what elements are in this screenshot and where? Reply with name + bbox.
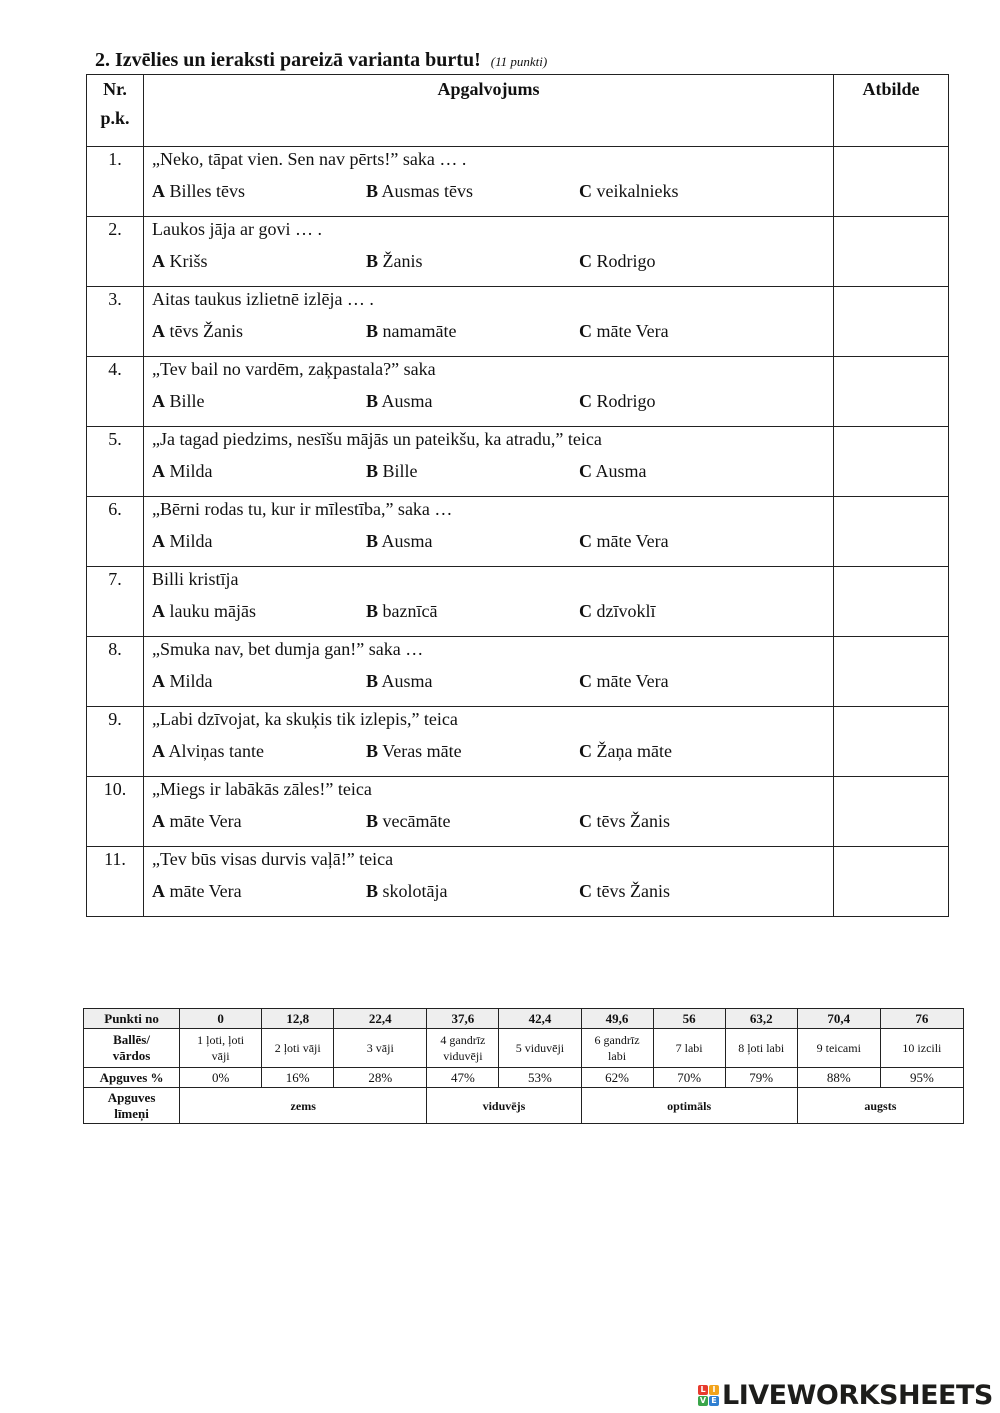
question-cell	[144, 357, 834, 427]
level-cell: optimāls	[581, 1088, 797, 1124]
options	[144, 671, 833, 699]
grade-word	[653, 1029, 725, 1068]
label-grade-line2: vārdos	[112, 1048, 151, 1063]
label-level-line1: Apguves	[107, 1089, 156, 1105]
option-b	[366, 321, 456, 342]
options	[144, 881, 833, 909]
grade-word-line1: 7 labi	[675, 1041, 703, 1055]
grading-table	[83, 1008, 964, 1124]
question-text: „Tev būs visas durvis vaļā!” teica	[152, 849, 394, 869]
grading-grade-row	[84, 1029, 964, 1068]
grade-word-line2: labi	[608, 1049, 627, 1063]
label-percent: Apguves %	[84, 1068, 180, 1088]
logo-icon	[698, 1385, 719, 1406]
option-text: tēvs Žanis	[596, 811, 670, 831]
answer-cell[interactable]	[834, 567, 949, 637]
question-text: „Miegs ir labākās zāles!” teica	[152, 779, 372, 799]
options	[144, 531, 833, 559]
option-b	[366, 881, 448, 902]
question-number: 5.	[87, 427, 144, 497]
liveworksheets-logo[interactable]	[698, 1380, 993, 1411]
option-letter: A	[152, 181, 165, 201]
points-threshold: 22,4	[334, 1009, 427, 1029]
option-text: tēvs Žanis	[596, 881, 670, 901]
question-text: „Bērni rodas tu, kur ir mīlestība,” saka …	[152, 499, 453, 519]
options	[144, 811, 833, 839]
option-text: skolotāja	[382, 881, 448, 901]
option-text: baznīcā	[382, 601, 438, 621]
option-text: Bille	[169, 391, 205, 411]
grade-word-line1: 8 ļoti labi	[738, 1041, 785, 1055]
question-row	[87, 287, 949, 357]
option-text: Veras māte	[382, 741, 462, 761]
question-row	[87, 357, 949, 427]
section-heading	[95, 49, 547, 72]
option-letter: B	[366, 321, 379, 341]
heading-title: 2. Izvēlies un ieraksti pareizā varianta burtu!	[95, 49, 481, 71]
label-grade	[84, 1029, 180, 1068]
option-letter: A	[152, 391, 165, 411]
question-row	[87, 707, 949, 777]
header-nr	[87, 75, 144, 147]
option-letter: C	[579, 601, 592, 621]
option-c	[579, 391, 656, 412]
answer-cell[interactable]	[834, 217, 949, 287]
option-letter: C	[579, 741, 592, 761]
points-threshold: 63,2	[725, 1009, 797, 1029]
question-cell	[144, 777, 834, 847]
label-grade-line1: Ballēs/	[113, 1032, 150, 1047]
percent-value: 70%	[653, 1068, 725, 1088]
option-letter: B	[366, 391, 379, 411]
option-letter: A	[152, 741, 165, 761]
option-letter: A	[152, 881, 165, 901]
answer-cell[interactable]	[834, 357, 949, 427]
grade-word	[581, 1029, 653, 1068]
level-cell: zems	[180, 1088, 427, 1124]
option-a	[152, 391, 205, 412]
option-text: Ausmas tēvs	[381, 181, 474, 201]
option-letter: B	[366, 741, 379, 761]
option-a	[152, 251, 208, 272]
question-cell	[144, 287, 834, 357]
option-letter: B	[366, 811, 379, 831]
option-text: Milda	[169, 531, 213, 551]
header-nr-line1: Nr.	[103, 79, 127, 99]
option-c	[579, 321, 669, 342]
option-b	[366, 601, 437, 622]
question-number: 8.	[87, 637, 144, 707]
option-text: lauku mājās	[169, 601, 256, 621]
label-points: Punkti no	[84, 1009, 180, 1029]
grade-word	[262, 1029, 334, 1068]
percent-value: 79%	[725, 1068, 797, 1088]
option-a	[152, 181, 245, 202]
option-text: Krišs	[169, 251, 208, 271]
header-answer: Atbilde	[834, 75, 949, 147]
question-text: „Neko, tāpat vien. Sen nav pērts!” saka … .	[152, 149, 467, 169]
question-cell	[144, 847, 834, 917]
option-text: Rodrigo	[596, 251, 656, 271]
grading-points-row	[84, 1009, 964, 1029]
option-text: veikalnieks	[596, 181, 679, 201]
answer-cell[interactable]	[834, 707, 949, 777]
points-threshold: 76	[880, 1009, 963, 1029]
header-nr-line2: p.k.	[100, 108, 130, 128]
option-c	[579, 671, 669, 692]
question-number: 11.	[87, 847, 144, 917]
options	[144, 181, 833, 209]
option-a	[152, 881, 242, 902]
option-letter: B	[366, 251, 379, 271]
option-c	[579, 251, 656, 272]
option-b	[366, 531, 433, 552]
options	[144, 391, 833, 419]
option-b	[366, 181, 473, 202]
logo-letter: V	[699, 1396, 707, 1405]
option-letter: A	[152, 321, 165, 341]
points-threshold: 42,4	[499, 1009, 581, 1029]
grade-word	[334, 1029, 427, 1068]
question-cell	[144, 637, 834, 707]
points-threshold: 37,6	[427, 1009, 499, 1029]
option-b	[366, 461, 418, 482]
grade-word	[725, 1029, 797, 1068]
answer-cell[interactable]	[834, 637, 949, 707]
question-number: 6.	[87, 497, 144, 567]
option-text: māte Vera	[596, 531, 669, 551]
option-a	[152, 741, 264, 762]
percent-value: 53%	[499, 1068, 581, 1088]
question-cell	[144, 147, 834, 217]
logo-letter: I	[709, 1385, 719, 1395]
question-number: 1.	[87, 147, 144, 217]
options	[144, 601, 833, 629]
grade-word-line1: 10 izcili	[902, 1041, 942, 1055]
option-text: māte Vera	[596, 671, 669, 691]
grade-word-line1: 3 vāji	[366, 1041, 394, 1055]
question-text: Billi kristīja	[152, 569, 239, 589]
option-text: Bille	[382, 461, 418, 481]
question-number: 10.	[87, 777, 144, 847]
level-cell: viduvējs	[427, 1088, 581, 1124]
options	[144, 741, 833, 769]
answer-cell[interactable]	[834, 847, 949, 917]
grade-word	[180, 1029, 262, 1068]
grade-word-line1: 5 viduvēji	[515, 1041, 565, 1055]
grade-word-line1: 4 gandrīz	[440, 1033, 486, 1047]
answer-cell[interactable]	[834, 427, 949, 497]
question-number: 9.	[87, 707, 144, 777]
grade-word	[499, 1029, 581, 1068]
option-text: tēvs Žanis	[169, 321, 243, 341]
option-c	[579, 181, 678, 202]
option-letter: B	[366, 181, 379, 201]
question-number: 2.	[87, 217, 144, 287]
option-letter: B	[366, 881, 379, 901]
points-threshold: 56	[653, 1009, 725, 1029]
option-text: Billes tēvs	[169, 181, 245, 201]
option-text: māte Vera	[596, 321, 669, 341]
grade-word	[797, 1029, 880, 1068]
grading-percent-row	[84, 1068, 964, 1088]
option-c	[579, 811, 670, 832]
grade-word-line1: 9 teicami	[816, 1041, 861, 1055]
question-row	[87, 637, 949, 707]
option-a	[152, 321, 243, 342]
grade-word	[880, 1029, 963, 1068]
question-text: „Ja tagad piedzims, nesīšu mājās un pateikšu, ka atradu,” teica	[152, 429, 602, 449]
option-b	[366, 251, 423, 272]
option-c	[579, 461, 647, 482]
question-row	[87, 847, 949, 917]
percent-value: 16%	[262, 1068, 334, 1088]
option-c	[579, 531, 669, 552]
brand-name: LIVEWORKSHEETS	[722, 1380, 993, 1411]
answer-cell[interactable]	[834, 287, 949, 357]
option-a	[152, 671, 213, 692]
option-b	[366, 391, 433, 412]
question-row	[87, 217, 949, 287]
option-text: vecāmāte	[382, 811, 451, 831]
option-c	[579, 881, 670, 902]
option-text: māte Vera	[169, 811, 242, 831]
option-letter: C	[579, 251, 592, 271]
question-row	[87, 567, 949, 637]
option-text: Milda	[169, 461, 213, 481]
option-b	[366, 671, 433, 692]
question-row	[87, 427, 949, 497]
points-threshold: 49,6	[581, 1009, 653, 1029]
options	[144, 461, 833, 489]
question-row	[87, 777, 949, 847]
grade-word-line1: 6 gandrīz	[594, 1033, 640, 1047]
option-letter: A	[152, 251, 165, 271]
option-text: Alviņas tante	[168, 741, 264, 761]
option-text: Žanis	[382, 251, 423, 271]
answer-cell[interactable]	[834, 497, 949, 567]
grade-word-line1: 2 ļoti vāji	[274, 1041, 321, 1055]
question-text: Laukos jāja ar govi … .	[152, 219, 322, 239]
option-letter: A	[152, 531, 165, 551]
option-letter: A	[152, 811, 165, 831]
question-cell	[144, 567, 834, 637]
option-text: Ausma	[381, 671, 433, 691]
answer-cell[interactable]	[834, 147, 949, 217]
grade-word	[427, 1029, 499, 1068]
option-b	[366, 811, 450, 832]
question-text: „Tev bail no vardēm, zaķpastala?” saka	[152, 359, 436, 379]
option-c	[579, 601, 656, 622]
quiz-body	[87, 147, 949, 917]
option-letter: C	[579, 391, 592, 411]
question-text: Aitas taukus izlietnē izlēja … .	[152, 289, 374, 309]
options	[144, 251, 833, 279]
question-cell	[144, 427, 834, 497]
option-text: Ausma	[381, 531, 433, 551]
option-a	[152, 811, 242, 832]
header-statement: Apgalvojums	[144, 75, 834, 147]
question-cell	[144, 707, 834, 777]
points-threshold: 0	[180, 1009, 262, 1029]
option-letter: C	[579, 811, 592, 831]
option-letter: B	[366, 531, 379, 551]
option-letter: C	[579, 881, 592, 901]
option-b	[366, 741, 462, 762]
option-text: namamāte	[382, 321, 457, 341]
option-letter: A	[152, 671, 165, 691]
question-row	[87, 147, 949, 217]
level-cell: augsts	[797, 1088, 963, 1124]
heading-points: (11 punkti)	[490, 54, 548, 69]
option-text: Žaņa māte	[596, 741, 672, 761]
option-c	[579, 741, 672, 762]
option-letter: B	[366, 461, 379, 481]
percent-value: 47%	[427, 1068, 499, 1088]
label-level	[84, 1088, 180, 1124]
options	[144, 321, 833, 349]
option-letter: C	[579, 321, 592, 341]
question-cell	[144, 497, 834, 567]
percent-value: 0%	[180, 1068, 262, 1088]
answer-cell[interactable]	[834, 777, 949, 847]
grade-word-line2: vāji	[211, 1049, 230, 1063]
logo-letter: E	[709, 1396, 719, 1406]
option-a	[152, 531, 213, 552]
option-text: Ausma	[595, 461, 647, 481]
option-letter: C	[579, 671, 592, 691]
points-threshold: 12,8	[262, 1009, 334, 1029]
option-letter: C	[579, 461, 592, 481]
points-threshold: 70,4	[797, 1009, 880, 1029]
grade-word-line2: viduvēji	[443, 1049, 483, 1063]
question-number: 4.	[87, 357, 144, 427]
grading-level-row	[84, 1088, 964, 1124]
option-text: Rodrigo	[596, 391, 656, 411]
option-letter: B	[366, 601, 379, 621]
option-letter: C	[579, 531, 592, 551]
option-letter: B	[366, 671, 379, 691]
percent-value: 95%	[880, 1068, 963, 1088]
option-text: Ausma	[381, 391, 433, 411]
option-letter: A	[152, 461, 165, 481]
question-cell	[144, 217, 834, 287]
option-a	[152, 461, 213, 482]
logo-letter: L	[698, 1385, 708, 1395]
option-text: māte Vera	[169, 881, 242, 901]
option-text: Milda	[169, 671, 213, 691]
option-letter: A	[152, 601, 165, 621]
question-number: 3.	[87, 287, 144, 357]
label-level-line2: līmeņi	[114, 1105, 149, 1121]
quiz-table	[86, 74, 949, 917]
grade-word-line1: 1 ļoti, ļoti	[197, 1033, 245, 1047]
percent-value: 28%	[334, 1068, 427, 1088]
question-text: „Smuka nav, bet dumja gan!” saka …	[152, 639, 424, 659]
question-number: 7.	[87, 567, 144, 637]
option-letter: C	[579, 181, 592, 201]
option-a	[152, 601, 256, 622]
quiz-header-row	[87, 75, 949, 147]
percent-value: 88%	[797, 1068, 880, 1088]
question-text: „Labi dzīvojat, ka skuķis tik izlepis,” teica	[152, 709, 458, 729]
option-text: dzīvoklī	[596, 601, 656, 621]
question-row	[87, 497, 949, 567]
percent-value: 62%	[581, 1068, 653, 1088]
